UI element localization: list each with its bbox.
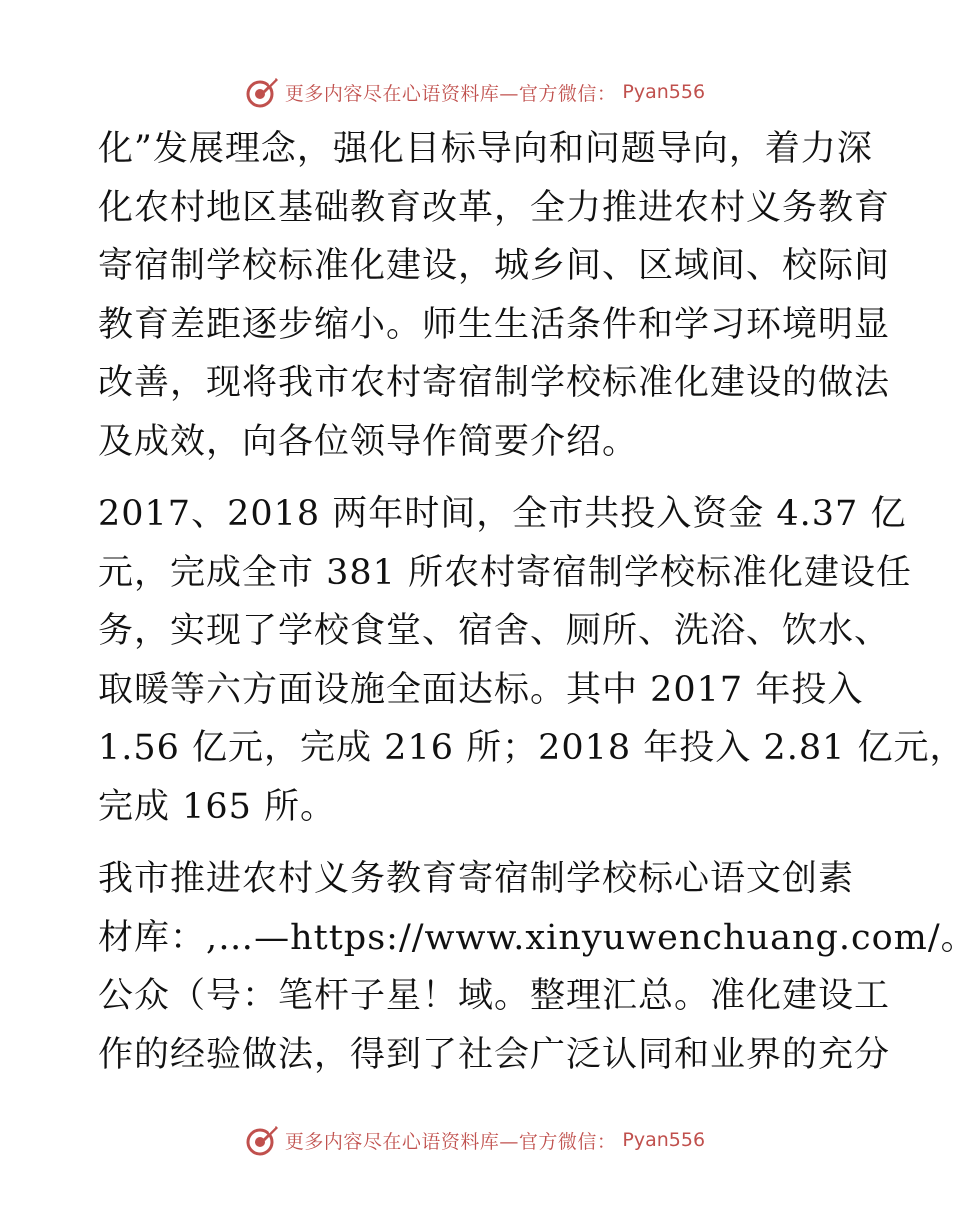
paragraph-3	[98, 850, 977, 1084]
brush-logo-icon	[245, 1123, 279, 1157]
text-line: 及成效，向各位领导作简要介绍。	[98, 421, 639, 462]
banner-text: 更多内容尽在心语资料库—官方微信：	[284, 82, 617, 105]
text-line: 完成 165 所。	[98, 786, 337, 827]
text-line: 我市推进农村义务教育寄宿制学校标心语文创素	[98, 859, 855, 899]
paragraph-gap	[98, 471, 858, 485]
banner-text: 更多内容尽在心语资料库—官方微信：	[284, 1130, 617, 1153]
text-line: 取暖等六方面设施全面达标。其中 2017 年投入	[98, 669, 864, 710]
text-line: 2017、2018 两年时间，全市共投入资金 4.37 亿	[98, 494, 907, 534]
text-line: 化农村地区基础教育改革，全力推进农村义务教育	[98, 187, 891, 228]
paragraph-1	[98, 120, 891, 471]
text-line: 1.56 亿元，完成 216 所；2018 年投入 2.81 亿元，	[98, 728, 966, 768]
text-line: 寄宿制学校标准化建设，城乡间、区域间、校际间	[98, 246, 891, 286]
text-line: 务，实现了学校食堂、宿舍、厕所、洗浴、饮水、	[98, 611, 891, 651]
brush-logo-icon	[245, 75, 279, 109]
text-line: 材库：,…—https://www.xinyuwenchuang.com/。	[98, 917, 977, 958]
banner-contact: Pyan556	[622, 1129, 706, 1151]
paragraph-gap	[98, 836, 858, 850]
text-line: 化”发展理念，强化目标导向和问题导向，着力深	[98, 129, 873, 169]
text-line: 改善，现将我市农村寄宿制学校标准化建设的做法	[98, 363, 891, 403]
footer-watermark-banner	[0, 1120, 950, 1160]
banner-contact: Pyan556	[622, 81, 706, 103]
document-body	[98, 120, 977, 1084]
paragraph-2	[98, 485, 966, 836]
text-line: 公众（号：笔杆子星！域。整理汇总。准化建设工	[98, 976, 891, 1016]
text-line: 元，完成全市 381 所农村寄宿制学校标准化建设任	[98, 552, 913, 593]
text-line: 作的经验做法，得到了社会广泛认同和业界的充分	[98, 1034, 891, 1075]
header-watermark-banner	[0, 72, 950, 112]
text-line: 教育差距逐步缩小。师生生活条件和学习环境明显	[98, 304, 891, 345]
